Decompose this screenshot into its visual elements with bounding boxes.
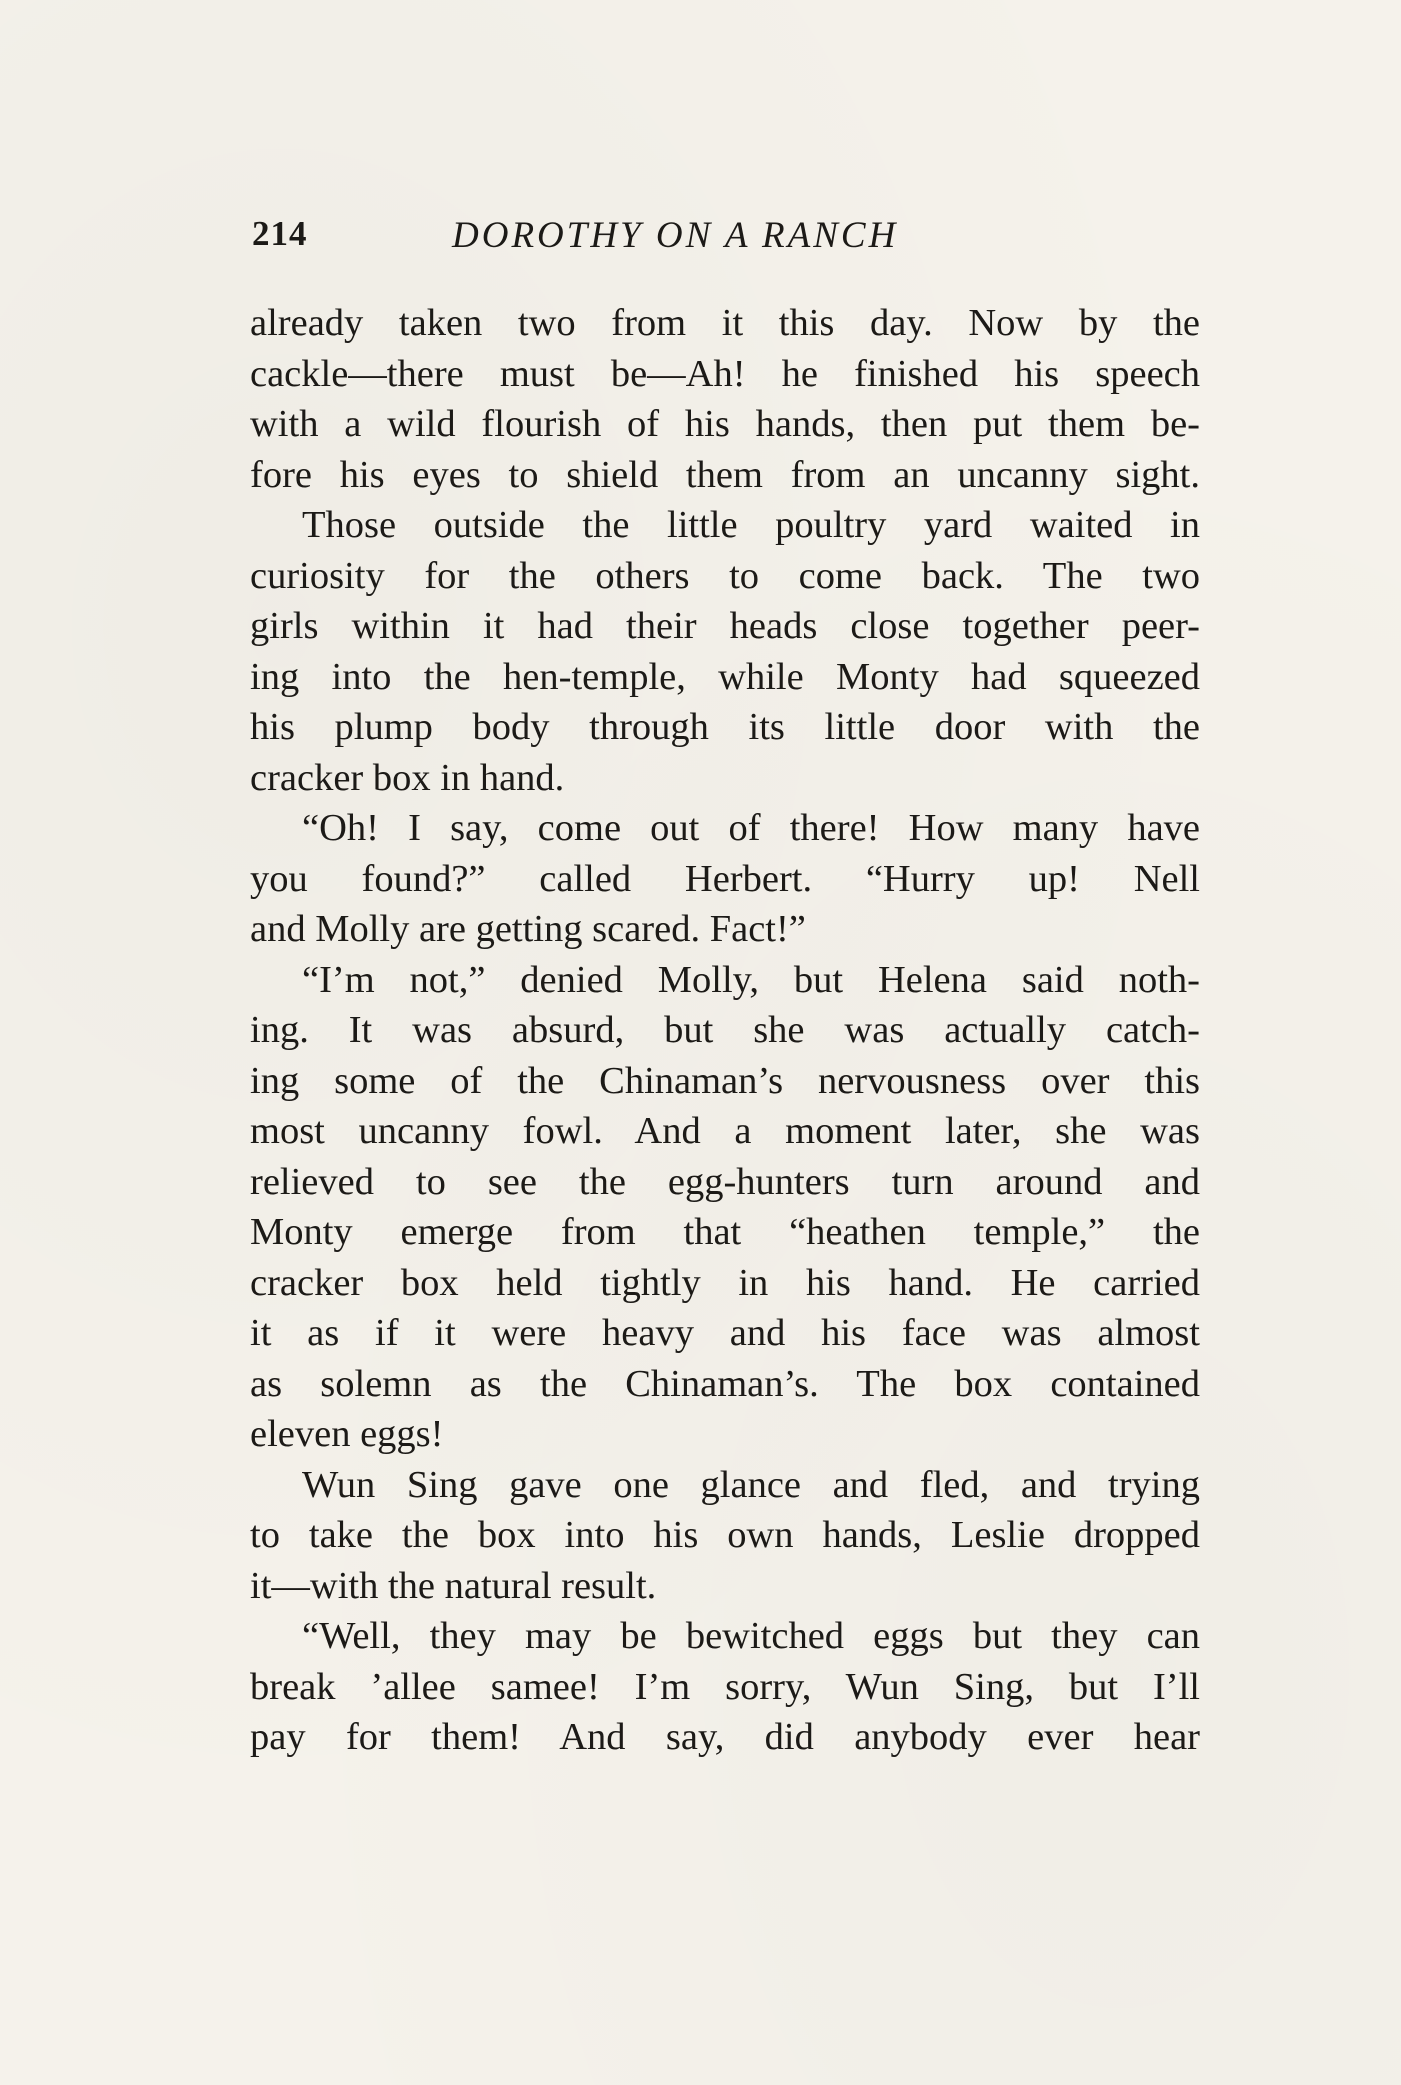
text-line: cracker box in hand. <box>250 756 565 799</box>
running-head <box>252 208 1202 268</box>
text-line: Those outside the little poultry yard waited in <box>302 504 1200 546</box>
running-title: DOROTHY ON A RANCH <box>452 215 899 256</box>
text-line: “I’m not,” denied Molly, but Helena said noth- <box>302 958 1200 1001</box>
text-line: most uncanny fowl. And a moment later, she was <box>250 1110 1200 1152</box>
text-line: curiosity for the others to come back. The two <box>250 554 1200 597</box>
text-line: girls within it had their heads close together peer- <box>250 605 1200 647</box>
text-line: it as if it were heavy and his face was almost <box>250 1312 1200 1354</box>
text-line: Wun Sing gave one glance and fled, and trying <box>302 1463 1200 1506</box>
text-line: cackle—there must be—Ah! he finished his speech <box>250 352 1200 395</box>
text-line: ing some of the Chinaman’s nervousness over this <box>250 1059 1200 1102</box>
text-line: Monty emerge from that “heathen temple,” the <box>250 1211 1200 1253</box>
text-line: with a wild flourish of his hands, then put them be- <box>250 403 1200 445</box>
text-line: his plump body through its little door with the <box>250 706 1200 748</box>
text-line: eleven eggs! <box>250 1413 444 1455</box>
text-line: ing. It was absurd, but she was actually catch- <box>250 1009 1200 1051</box>
text-line: and Molly are getting scared. Fact!” <box>250 908 806 950</box>
text-line: pay for them! And say, did anybody ever hear <box>250 1716 1200 1758</box>
text-line: fore his eyes to shield them from an uncanny sight. <box>250 453 1200 496</box>
text-line: you found?” called Herbert. “Hurry up! Nell <box>250 857 1200 900</box>
text-line: already taken two from it this day. Now by the <box>250 302 1200 344</box>
text-line: “Well, they may be bewitched eggs but they can <box>302 1615 1200 1657</box>
text-line: “Oh! I say, come out of there! How many have <box>302 807 1200 849</box>
body-text <box>250 298 1200 1763</box>
text-line: cracker box held tightly in his hand. He carried <box>250 1261 1200 1304</box>
page-number: 214 <box>252 214 308 253</box>
text-line: ing into the hen-temple, while Monty had squeezed <box>250 655 1200 698</box>
text-line: break ’allee samee! I’m sorry, Wun Sing, but I’ll <box>250 1665 1200 1708</box>
text-line: to take the box into his own hands, Leslie dropped <box>250 1514 1200 1556</box>
text-line: as solemn as the Chinaman’s. The box contained <box>250 1362 1200 1405</box>
text-line: it—with the natural result. <box>250 1564 657 1607</box>
text-line: relieved to see the egg-hunters turn around and <box>250 1160 1200 1203</box>
